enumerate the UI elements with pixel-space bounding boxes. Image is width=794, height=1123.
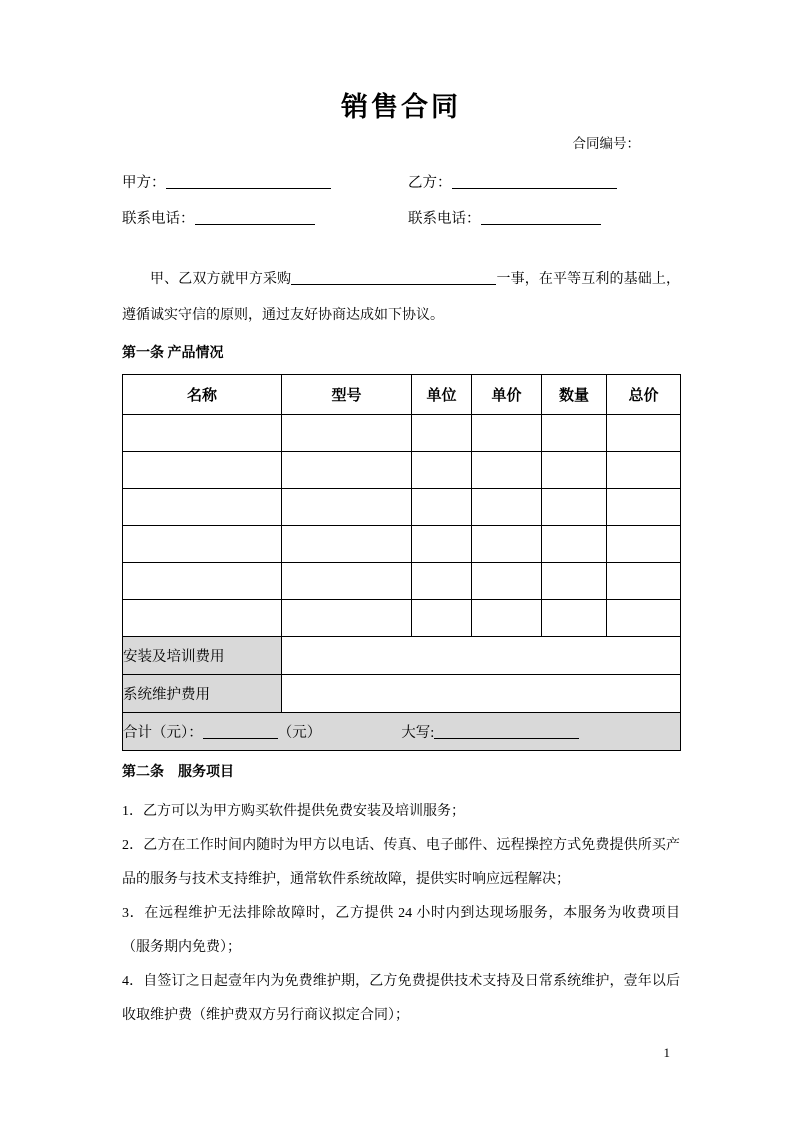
product-table-row [123,415,681,452]
product-table-cell[interactable] [123,563,282,600]
product-table-cell[interactable] [123,452,282,489]
product-table-row [123,600,681,637]
column-header-total-price: 总价 [607,375,681,415]
product-table-cell[interactable] [282,600,412,637]
product-table-cell[interactable] [542,563,607,600]
product-table-cell[interactable] [282,489,412,526]
installation-fee-row [123,637,681,675]
total-amount-blank[interactable] [203,723,278,739]
party-b-blank[interactable] [452,173,617,189]
product-table-cell[interactable] [282,452,412,489]
product-table-header [123,375,681,415]
total-row [123,713,681,751]
product-table-cell[interactable] [472,526,542,563]
product-table-cell[interactable] [607,563,681,600]
party-row [122,170,680,196]
service-item-2: 2．乙方在工作时间内随时为甲方以电话、传真、电子邮件、远程操控方式免费提供所买产品的服务与技术支持维护，通常软件系统故障，提供实时响应远程解决； [122,838,680,887]
product-table-empty-rows [123,415,681,637]
contract-number-label: 合同编号： [572,136,640,151]
phone-a-blank[interactable] [195,209,315,225]
service-item-3: 3．在远程维护无法排除故障时，乙方提供 24 小时内到达现场服务，本服务为收费项目（服务期内免费）； [122,906,680,955]
purchase-item-blank[interactable] [291,269,496,285]
phone-row [122,206,680,232]
product-table-cell[interactable] [282,526,412,563]
product-table-header-row [123,375,681,415]
total-capital-label: 大写: [401,725,435,741]
maintenance-fee-label: 系统维护费用 [123,675,282,713]
party-b-label: 乙方： [408,175,452,191]
product-table-row [123,563,681,600]
product-table-cell[interactable] [123,600,282,637]
product-table-cell[interactable] [542,526,607,563]
product-table-cell[interactable] [607,600,681,637]
document-title: 销售合同 [341,92,461,122]
product-table-cell[interactable] [607,526,681,563]
product-table-cell[interactable] [412,489,472,526]
installation-fee-value-cell[interactable] [282,637,681,675]
column-header-unit-price: 单价 [472,375,542,415]
party-b-field [408,170,680,196]
product-table-cell[interactable] [412,563,472,600]
product-table-cell[interactable] [542,489,607,526]
article1-heading: 第一条 产品情况 [122,346,224,361]
product-table-cell[interactable] [123,489,282,526]
product-table-cell[interactable] [282,415,412,452]
product-table-cell[interactable] [607,415,681,452]
product-table-cell[interactable] [412,526,472,563]
intro-paragraph [122,262,680,334]
product-table-cell[interactable] [542,600,607,637]
party-a-blank[interactable] [166,173,331,189]
product-table-cell[interactable] [472,563,542,600]
product-table-cell[interactable] [282,563,412,600]
maintenance-fee-row [123,675,681,713]
product-table-row [123,526,681,563]
total-cell [123,713,681,751]
column-header-model: 型号 [282,375,412,415]
phone-b-field [408,206,680,232]
product-table-cell[interactable] [607,489,681,526]
product-table-cell[interactable] [123,415,282,452]
service-item-1: 1．乙方可以为甲方购买软件提供免费安装及培训服务； [122,804,465,819]
product-table-cell[interactable] [412,415,472,452]
product-table-fee-rows [123,637,681,751]
service-items [122,795,680,1033]
phone-a-field [122,206,408,232]
total-unit-label: （元） [277,725,322,741]
phone-a-label: 联系电话： [122,211,195,227]
product-table-row [123,452,681,489]
product-table-cell[interactable] [472,600,542,637]
product-table-cell[interactable] [607,452,681,489]
party-a-field [122,170,408,196]
maintenance-fee-value-cell[interactable] [282,675,681,713]
intro-text-before: 甲、乙双方就甲方采购 [150,272,292,287]
phone-b-blank[interactable] [481,209,601,225]
product-table-cell[interactable] [472,489,542,526]
phone-b-label: 联系电话： [408,211,481,227]
column-header-quantity: 数量 [542,375,607,415]
total-label: 合计（元）： [123,725,203,741]
product-table-row [123,489,681,526]
party-a-label: 甲方： [122,175,166,191]
page-number: 1 [663,1045,670,1060]
intro-text-after: 一事，在平等互利的基础上，遵循诚实守信的原则，通过友好协商达成如下协议。 [122,272,681,323]
column-header-unit: 单位 [412,375,472,415]
total-capital-blank[interactable] [434,723,579,739]
service-item-4: 4．自签订之日起壹年内为免费维护期，乙方免费提供技术支持及日常系统维护，壹年以后收取维护费（维护费双方另行商议拟定合同）； [122,974,680,1023]
product-table-cell[interactable] [412,452,472,489]
product-table-cell[interactable] [472,415,542,452]
installation-fee-label: 安装及培训费用 [123,637,282,675]
product-table-cell[interactable] [123,526,282,563]
product-table-cell[interactable] [542,415,607,452]
product-table-cell[interactable] [542,452,607,489]
article2-heading: 第二条 服务项目 [122,765,234,780]
product-table [122,374,681,751]
product-table-cell[interactable] [412,600,472,637]
product-table-cell[interactable] [472,452,542,489]
column-header-name: 名称 [123,375,282,415]
